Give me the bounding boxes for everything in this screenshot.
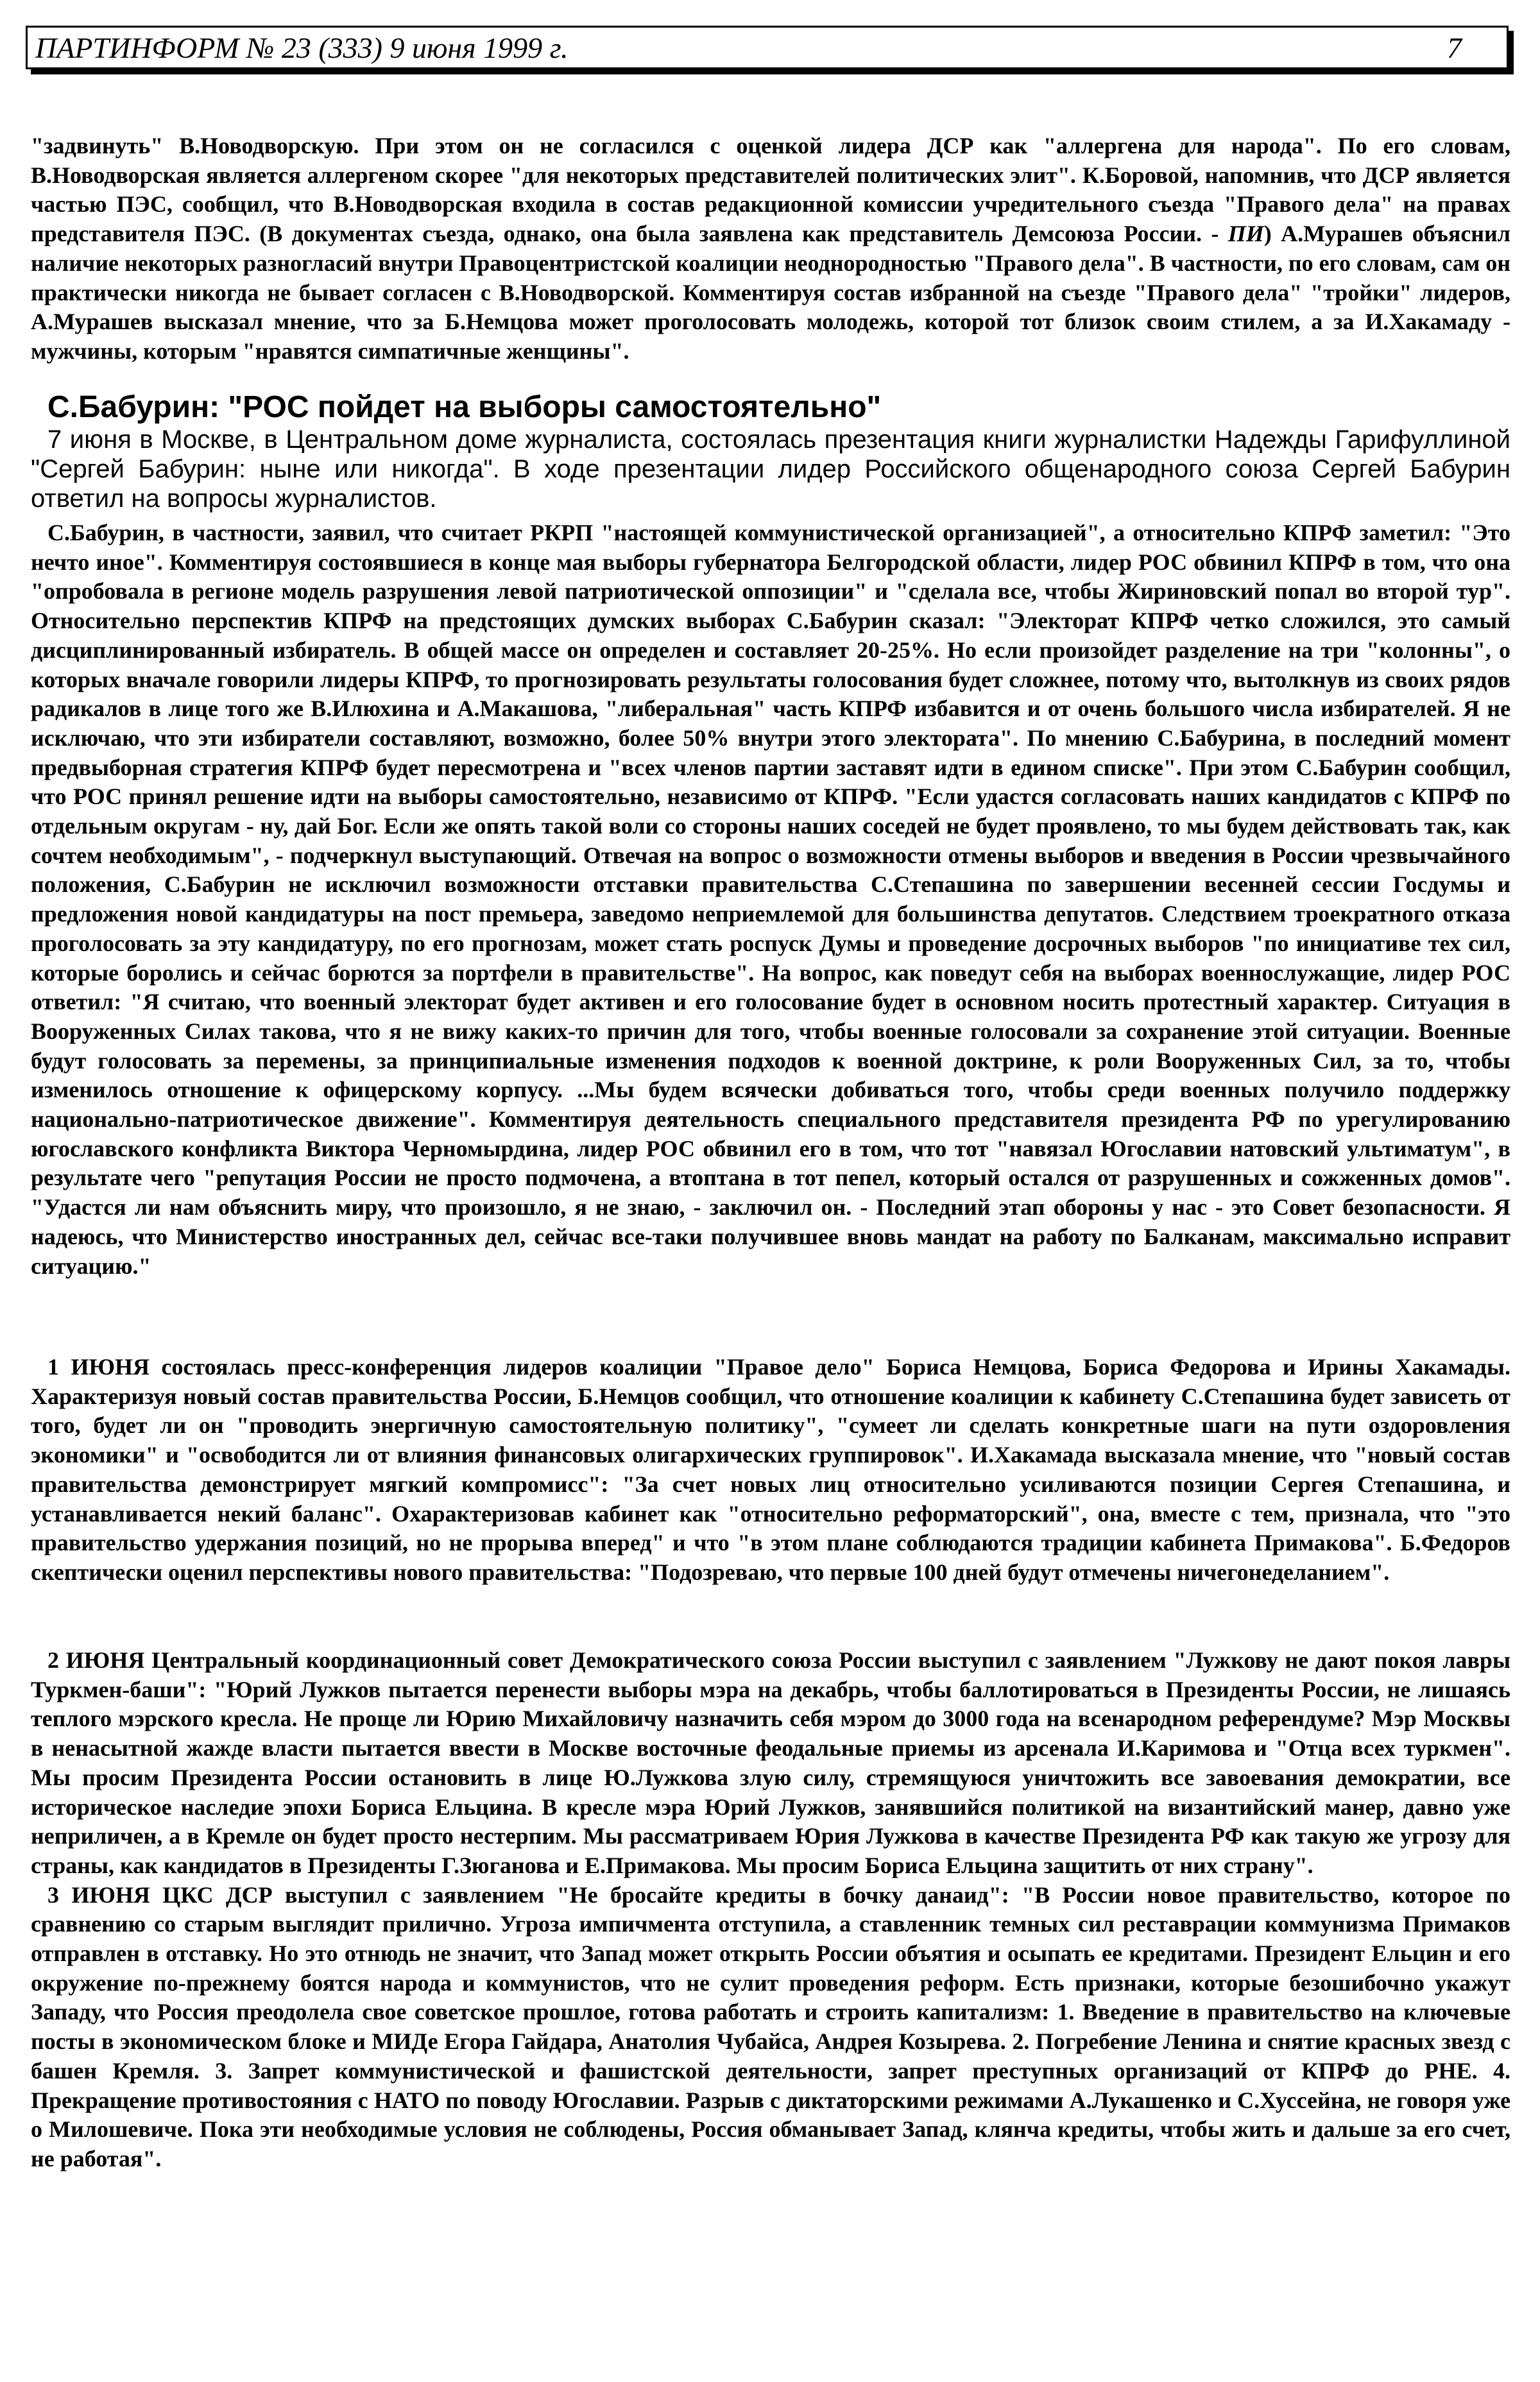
paragraph-text: "задвинуть" В.Новодворскую. При этом он не согласился с оценкой лидера ДСР как "аллергена для народа". По его словам, В.Новодворская является аллергеном скорее "для некоторых представителей политических элит". К.Боровой, напомнив, что ДСР является частью ПЭС, сообщил, что В.Новодворская входила в состав редакционной комиссии учредительного съезда "Правого дела" на правах представителя ПЭС. (В документах съезда, однако, она была заявлена как представитель Демсоюза России. - (31, 133, 1510, 247)
news-june-1: 1 ИЮНЯ состоялась пресс-конференция лидеров коалиции "Правое дело" Бориса Немцова, Бориса Федорова и Ирины Хакамады. Характеризуя новый состав правительства России, Б.Немцов сообщил, что отношение коалиции к кабинету С.Степашина будет зависеть от того, будет ли он "проводить энергичную самостоятельную политику", "сумеет ли сделать конкретные шаги на пути оздоровления экономики" и "освободится ли от влияния финансовых олигархических группировок". И.Хакамада высказала мнение, что "новый состав правительства демонстрирует мягкий компромисс": "За счет новых лиц относительно усиливаются позиции Сергея Степашина, и устанавливается некий баланс". Охарактеризовав кабинет как "относительно реформаторский", она, вместе с тем, признала, что "это правительство удержания позиций, но не прорыва вперед" и что "в этом плане соблюдаются традиции кабинета Примакова". Б.Федоров скептически оценил перспективы нового правительства: "Подозреваю, что первые 100 дней будут отмечены ничегонеделанием". (31, 1354, 1510, 1585)
article-lead: 7 июня в Москве, в Центральном доме журналиста, состоялась презентация книги журналистки Надежды Гарифуллиной "Сергей Бабурин: ныне или никогда". В ходе презентации лидер Российского общенародного союза Сергей Бабурин ответил на вопросы журналистов. (31, 425, 1510, 513)
continued-paragraph (31, 132, 1510, 366)
article-heading: С.Бабурин: "РОС пойдет на выборы самостоятельно" (47, 390, 882, 424)
source-abbreviation: ПИ (1228, 221, 1264, 247)
paragraph (31, 132, 1510, 366)
page-header (26, 26, 1509, 69)
publication-title: ПАРТИНФОРМ № 23 (333) 9 июня 1999 г. (35, 31, 569, 64)
article (31, 390, 1510, 1281)
news-item (31, 1646, 1510, 2174)
news-june-2: 2 ИЮНЯ Центральный координационный совет Демократического союза России выступил с заявлением "Лужкову не дают покоя лавры Туркмен-баши": "Юрий Лужков пытается перенести выборы мэра на декабрь, чтобы баллотироваться в Президенты России, не лишаясь теплого мэрского кресла. Не проще ли Юрию Михайловичу назначить себя мэром до 3000 года на всенародном референдуме? Мэр Москвы в ненасытной жажде власти пытается ввести в Москве восточные феодальные приемы из арсенала И.Каримова и "Отца всех туркмен". Мы просим Президента России остановить в лице Ю.Лужкова злую силу, стремящуюся уничтожить все завоевания демократии, все историческое наследие эпохи Бориса Ельцина. В кресле мэра Юрий Лужков, занявшийся политикой на византийский манер, давно уже неприличен, а в Кремле он будет просто нестерпим. Мы рассматриваем Юрия Лужкова в качестве Президента РФ как такую же угрозу для страны, как кандидатов в Президенты Г.Зюганова и Е.Примакова. Мы просим Бориса Ельцина защитить от них страну". (31, 1647, 1510, 1878)
news-june-3: 3 ИЮНЯ ЦКС ДСР выступил с заявлением "Не бросайте кредиты в бочку данаид": "В России новое правительство, которое по сравнению со старым выглядит прилично. Угроза импичмента отступила, а ставленник темных сил реставрации коммунизма Примаков отправлен в отставку. Но это отнюдь не значит, что Запад может открыть России объятия и осыпать ее кредитами. Президент Ельцин и его окружение по-прежнему боятся народа и коммунистов, что не сулит проведения реформ. Есть признаки, которые безошибочно укажут Западу, что Россия преодолела свое советское прошлое, готова работать и строить капитализм: 1. Введение в правительство на ключевые посты в экономическом блоке и МИДе Егора Гайдара, Анатолия Чубайса, Андрея Козырева. 2. Погребение Ленина и снятие красных звезд с башен Кремля. 3. Запрет коммунистической и фашистской деятельности, запрет преступных организаций от КПРФ до РНЕ. 4. Прекращение противостояния с НАТО по поводу Югославии. Разрыв с диктаторскими режимами А.Лукашенко и С.Хуссейна, не говоря уже о Милошевиче. Пока эти необходимые условия не соблюдены, Россия обманывает Запад, клянча кредиты, чтобы жить и дальше за его счет, не работая". (31, 1881, 1510, 2172)
news-item (31, 1353, 1510, 1588)
article-body: С.Бабурин, в частности, заявил, что считает РКРП "настоящей коммунистической организацией", а относительно КПРФ заметил: "Это нечто иное". Комментируя состоявшиеся в конце мая выборы губернатора Белгородской области, лидер РОС обвинил КПРФ в том, что она "опробовала в регионе модель разрушения левой патриотической оппозиции" и "сделала все, чтобы Жириновский попал во второй тур". Относительно перспектив КПРФ на предстоящих думских выборах С.Бабурин сказал: "Электорат КПРФ четко сложился, это самый дисциплинированный избиратель. В общей массе он определен и составляет 20-25%. Но если произойдет разделение на три "колонны", о которых вначале говорили лидеры КПРФ, то прогнозировать результаты голосования будет сложнее, потому что, вытолкнув из своих рядов радикалов в лице того же В.Илюхина и А.Макашова, "либеральная" часть КПРФ избавится и от очень большого числа избирателей. Я не исключаю, что эти избиратели составляют, возможно, более 50% внутри этого электората". По мнению С.Бабурина, в последний момент предвыборная стратегия КПРФ будет пересмотрена и "всех членов партии заставят идти в едином списке". При этом С.Бабурин сообщил, что РОС принял решение идти на выборы самостоятельно, независимо от КПРФ. "Если удастся согласовать наших кандидатов с КПРФ по отдельным округам - ну, дай Бог. Если же опять такой воли со стороны наших соседей не будет проявлено, то мы будем действовать так, как сочтем необходимым", - подчеркнул выступающий. Отвечая на вопрос о возможности отмены выборов и введения в России чрезвычайного положения, С.Бабурин не исключил возможности отставки правительства С.Степашина по завершении весенней сессии Госдумы и предложения новой кандидатуры на пост премьера, заведомо неприемлемой для большинства депутатов. Следствием троекратного отказа проголосовать за эту кандидатуру, по его прогнозам, может стать роспуск Думы и проведение досрочных выборов "по инициативе тех сил, которые боролись и сейчас борются за портфели в правительстве". На вопрос, как поведут себя на выборах военнослужащие, лидер РОС ответил: "Я считаю, что военный электорат будет активен и его голосование будет в основном носить протестный характер. Ситуация в Вооруженных Силах такова, что я не вижу каких-то причин для того, чтобы военные голосовали за сохранение этой ситуации. Военные будут голосовать за перемены, за принципиальные изменения подходов к военной доктрине, к роли Вооруженных Сил, за то, чтобы изменилось отношение к офицерскому корпусу. ...Мы будем всячески добиваться того, чтобы среди военных получило поддержку национально-патриотическое движение". Комментируя деятельность специального представителя президента РФ по урегулированию югославского конфликта Виктора Черномырдина, лидер РОС обвинил его в том, что тот "навязал Югославии натовский ультиматум", в результате чего "репутация России не просто подмочена, а втоптана в тот пепел, который остался от разрушенных и сожженных домов". "Удастся ли нам объяснить миру, что произошло, я не знаю, - заключил он. - Последний этап обороны у нас - это Совет безопасности. Я надеюсь, что Министерство иностранных дел, сейчас все-таки получившее вновь мандат на работу по Балканам, максимально исправит ситуацию." (31, 520, 1510, 1279)
paragraph-text: ) А.Мурашев объяснил наличие некоторых разногласий внутри Правоцентристской коалиции неоднородностью "Правого дела". В частности, по его словам, сам он практически никогда не бывает согласен с В.Новодворской. Комментируя состав избранной на съезде "Правого дела" "тройки" лидеров, А.Мурашев высказал мнение, что за Б.Немцова может проголосовать молодежь, которой тот близок своим стилем, а за И.Хакамаду - мужчины, которым "нравятся симпатичные женщины". (31, 221, 1510, 364)
page-number: 7 (1447, 31, 1462, 64)
